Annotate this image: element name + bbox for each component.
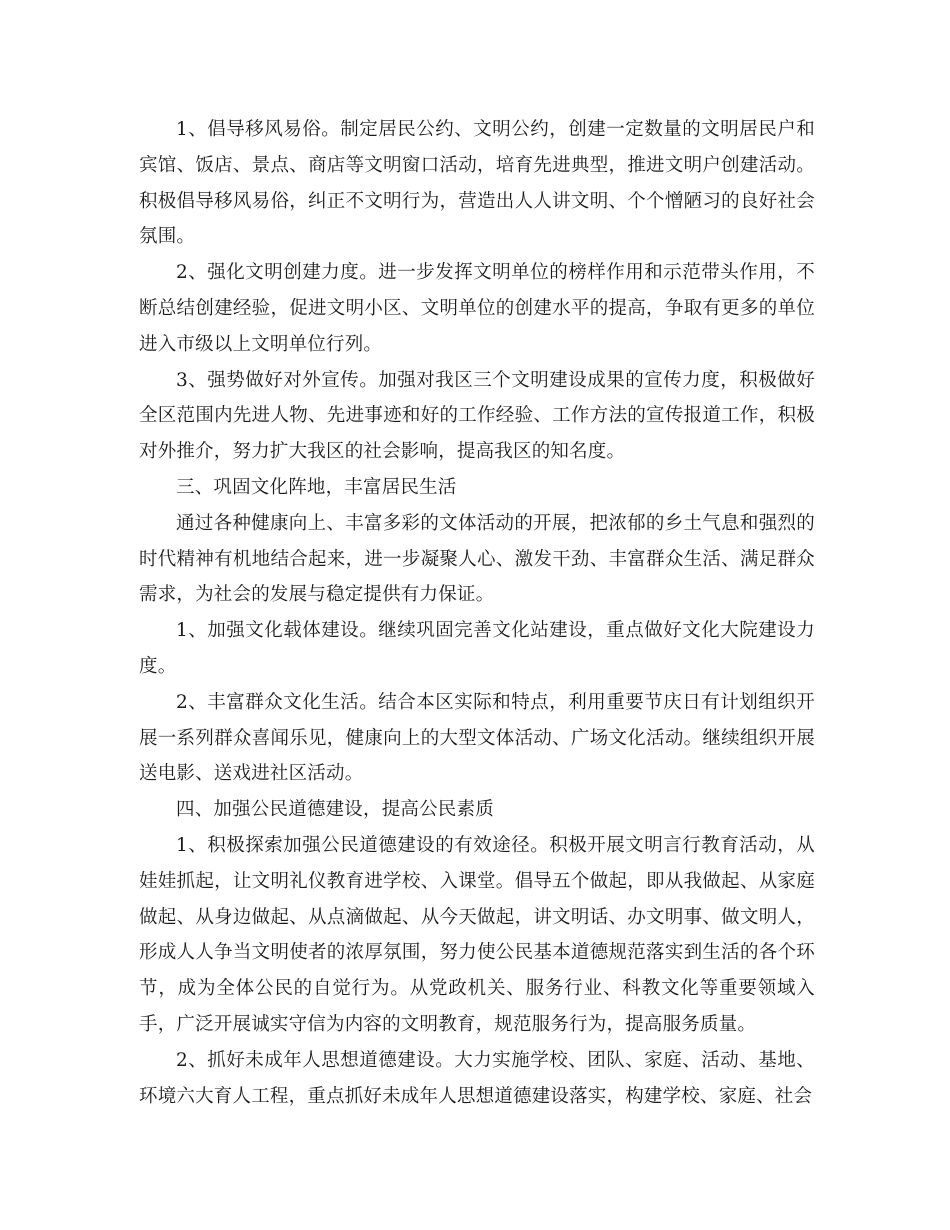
paragraph-youth-morality: 2、抓好未成年人思想道德建设。大力实施学校、团队、家庭、活动、基地、环境六大育人工程，重点抓好未成年人思想道德建设落实，构建学校、家庭、社会 <box>139 1049 815 1107</box>
document-body <box>139 112 815 1114</box>
paragraph-culture-intro: 通过各种健康向上、丰富多彩的文体活动的开展，把浓郁的乡土气息和强烈的时代精神有机地结合起来，进一步凝聚人心、激发干劲、丰富群众生活、满足群众需求，为社会的发展与稳定提供有力保证。 <box>139 512 815 606</box>
section-heading-morality: 四、加强公民道德建设，提高公民素质 <box>176 799 494 821</box>
paragraph-external-publicity: 3、强势做好对外宣传。加强对我区三个文明建设成果的宣传力度，积极做好全区范围内先进人物、先进事迹和好的工作经验、工作方法的宣传报道工作，积极对外推介，努力扩大我区的社会影响，提高我区的知名度。 <box>139 369 815 463</box>
paragraph-morality-approach: 1、积极探索加强公民道德建设的有效途径。积极开展文明言行教育活动，从娃娃抓起，让文明礼仪教育进学校、入课堂。倡导五个做起，即从我做起、从家庭做起、从身边做起、从点滴做起、从今天做起，讲文明话、办文明事、做文明人，形成人人争当文明使者的浓厚氛围，努力使公民基本道德规范落实到生活的各个环节，成为全体公民的自觉行为。从党政机关、服务行业、科教文化等重要领域入手，广泛开展诚实守信为内容的文明教育，规范服务行为，提高服务质量。 <box>139 834 815 1035</box>
paragraph-mass-culture: 2、丰富群众文化生活。结合本区实际和特点，利用重要节庆日有计划组织开展一系列群众喜闻乐见，健康向上的大型文体活动、广场文化活动。继续组织开展送电影、送戏进社区活动。 <box>139 691 815 785</box>
paragraph-strengthen-civilization: 2、强化文明创建力度。进一步发挥文明单位的榜样作用和示范带头作用，不断总结创建经验，促进文明小区、文明单位的创建水平的提高，争取有更多的单位进入市级以上文明单位行列。 <box>139 262 815 355</box>
paragraph-promote-customs: 1、倡导移风易俗。制定居民公约、文明公约，创建一定数量的文明居民户和宾馆、饭店、景点、商店等文明窗口活动，培育先进典型，推进文明户创建活动。积极倡导移风易俗，纠正不文明行为，营造出人人讲文明、个个憎陋习的良好社会氛围。 <box>139 119 815 248</box>
paragraph-culture-carrier: 1、加强文化载体建设。继续巩固完善文化站建设，重点做好文化大院建设力度。 <box>139 620 815 677</box>
section-heading-culture: 三、巩固文化阵地，丰富居民生活 <box>176 476 457 498</box>
